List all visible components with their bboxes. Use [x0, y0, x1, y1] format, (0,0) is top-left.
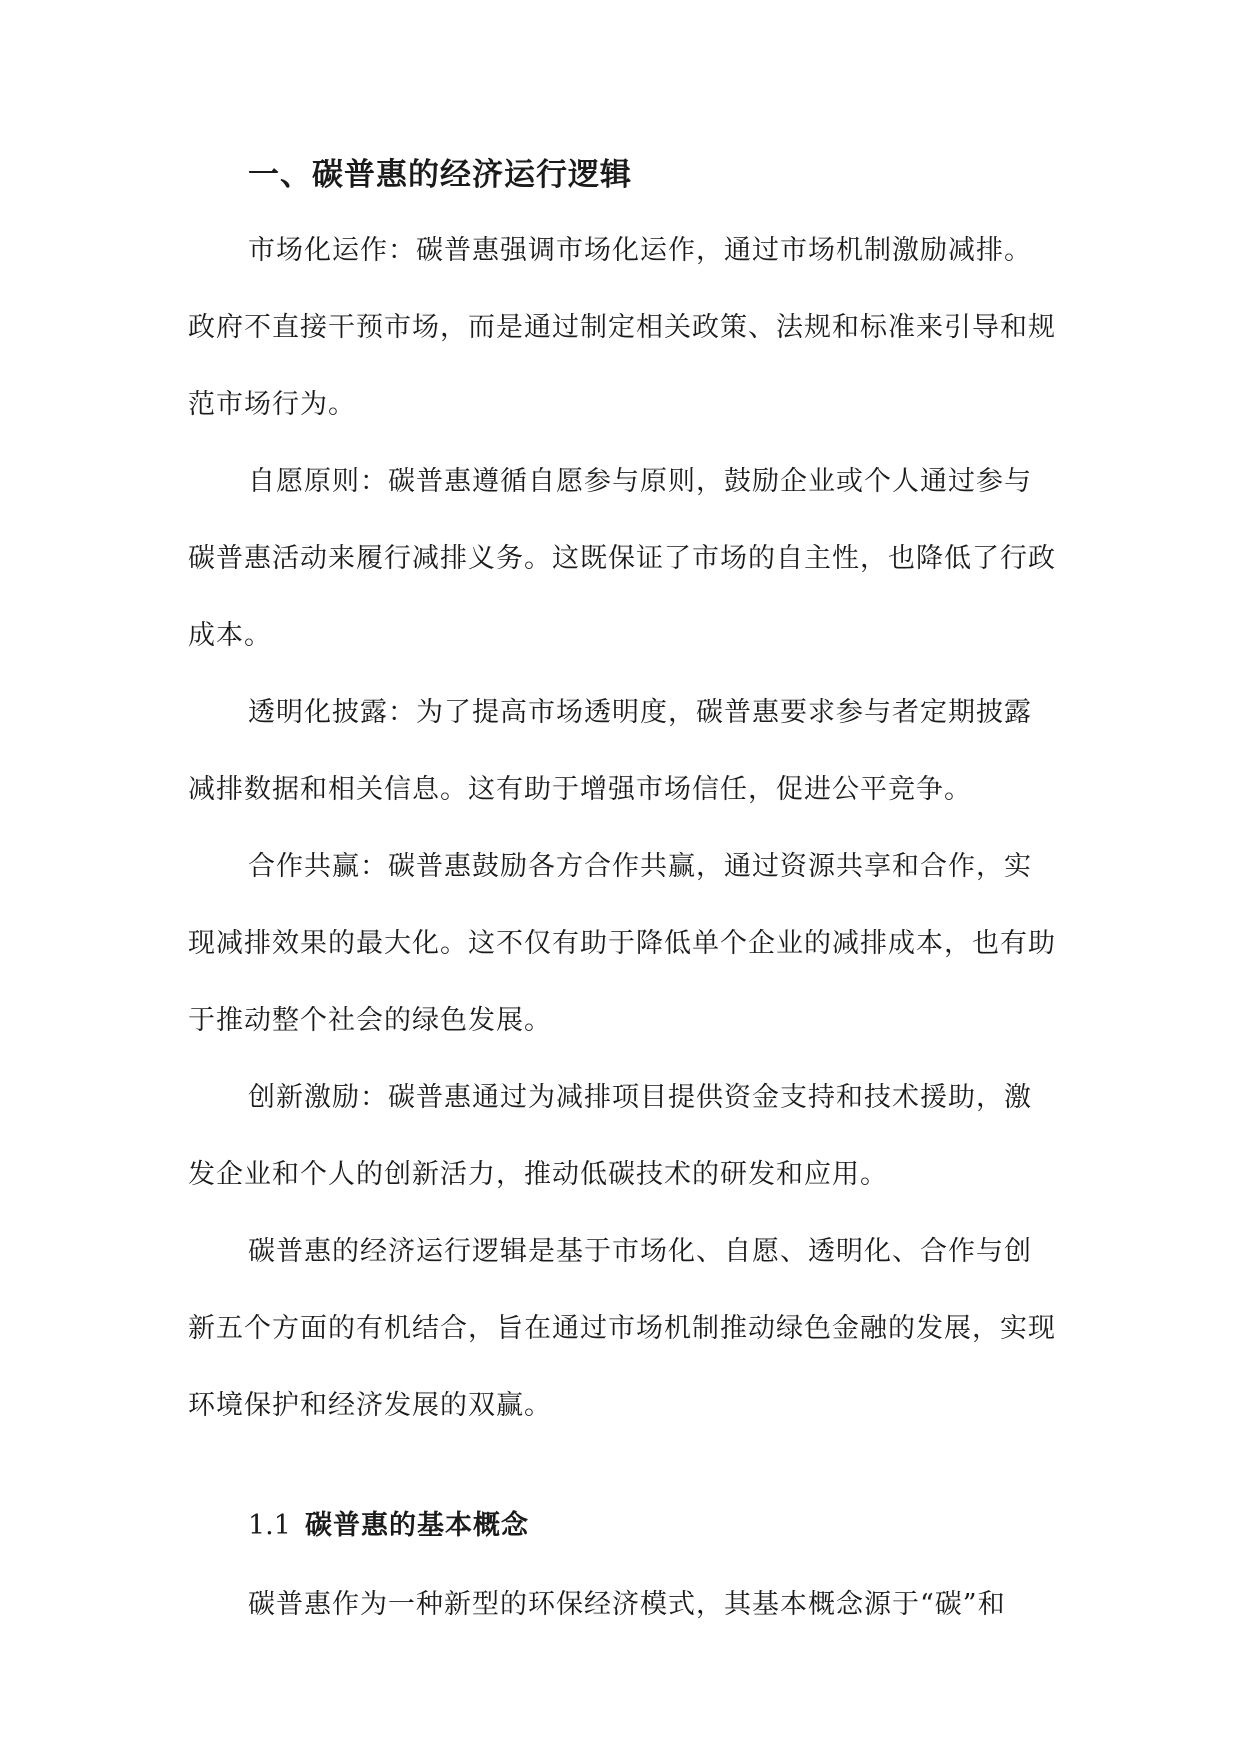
- paragraph-transparent-disclosure: 透明化披露：为了提高市场透明度，碳普惠要求参与者定期披露减排数据和相关信息。这有助于增强市场信任，促进公平竞争。: [188, 697, 1032, 805]
- subsection-number: 1.1: [248, 1510, 291, 1541]
- paragraph-voluntary-principle: 自愿原则：碳普惠遵循自愿参与原则，鼓励企业或个人通过参与碳普惠活动来履行减排义务。这既保证了市场的自主性，也降低了行政成本。: [188, 466, 1056, 651]
- paragraph-summary: 碳普惠的经济运行逻辑是基于市场化、自愿、透明化、合作与创新五个方面的有机结合，旨在通过市场机制推动绿色金融的发展，实现环境保护和经济发展的双赢。: [188, 1236, 1056, 1421]
- subsection-title: 碳普惠的基本概念: [304, 1510, 529, 1541]
- paragraph-innovation-incentive: 创新激励：碳普惠通过为减排项目提供资金支持和技术援助，激发企业和个人的创新活力，推动低碳技术的研发和应用。: [188, 1082, 1032, 1190]
- spacer: [188, 1444, 1058, 1486]
- document-body: [188, 140, 1058, 1643]
- section-heading: 一、碳普惠的经济运行逻辑: [248, 157, 632, 193]
- paragraph-basic-concept: 碳普惠作为一种新型的环保经济模式，其基本概念源于“碳”和: [248, 1589, 1006, 1620]
- subsection-heading: [188, 1486, 1058, 1566]
- paragraph-market-operation: 市场化运作：碳普惠强调市场化运作，通过市场机制激励减排。政府不直接干预市场，而是通过制定相关政策、法规和标准来引导和规范市场行为。: [188, 235, 1056, 420]
- paragraph-cooperation-win-win: 合作共赢：碳普惠鼓励各方合作共赢，通过资源共享和合作，实现减排效果的最大化。这不仅有助于降低单个企业的减排成本，也有助于推动整个社会的绿色发展。: [188, 851, 1056, 1036]
